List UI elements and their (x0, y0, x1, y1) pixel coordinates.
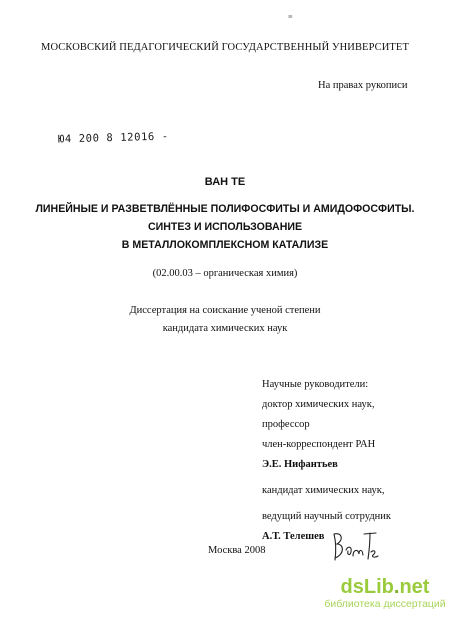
specialty-code: (02.00.03 – органическая химия) (152, 268, 298, 279)
supervisor-name: Э.Е. Нифантьев (262, 459, 338, 470)
corner-mark: ≡ (288, 12, 293, 21)
supervisor-credential: доктор химических наук, (262, 399, 375, 410)
supervisor-credential: профессор (262, 419, 310, 430)
watermark-main: dsLib.net (340, 576, 430, 598)
handwritten-signature (330, 528, 380, 564)
degree-line: кандидата химических наук (162, 323, 288, 334)
degree-statement (0, 302, 450, 338)
degree-line: Диссертация на соискание ученой степени (129, 305, 321, 316)
manuscript-rights-note: На правах рукописи (318, 80, 408, 91)
supervisor-name: А.Т. Телешев (262, 531, 325, 542)
watermark-logo (322, 576, 448, 610)
author-name: ВАН ТЕ (204, 176, 246, 188)
watermark-tagline: библиотека диссертаций (324, 598, 446, 610)
university-name: МОСКОВСКИЙ ПЕДАГОГИЧЕСКИЙ ГОСУДАРСТВЕННЫЙ УНИВЕРСИТЕТ (41, 42, 409, 53)
supervisor-credential: член-корреспондент РАН (262, 439, 376, 450)
supervisors-heading: Научные руководители: (262, 379, 369, 390)
title-line: ЛИНЕЙНЫЕ И РАЗВЕТВЛЁННЫЕ ПОЛИФОСФИТЫ И АМИДОФОСФИТЫ. (35, 203, 415, 215)
supervisor-credential: ведущий научный сотрудник (262, 511, 392, 522)
title-line: СИНТЕЗ И ИСПОЛЬЗОВАНИЕ (147, 221, 303, 233)
supervisor-credential: кандидат химических наук, (262, 485, 385, 496)
city-year: Москва 2008 (208, 545, 266, 556)
supervisors-block (262, 375, 442, 547)
title-line: В МЕТАЛЛОКОМПЛЕКСНОМ КАТАЛИЗЕ (121, 239, 329, 251)
dissertation-title (35, 200, 415, 254)
library-stamp-number: Ю4 200 8 12016 - (57, 130, 169, 146)
